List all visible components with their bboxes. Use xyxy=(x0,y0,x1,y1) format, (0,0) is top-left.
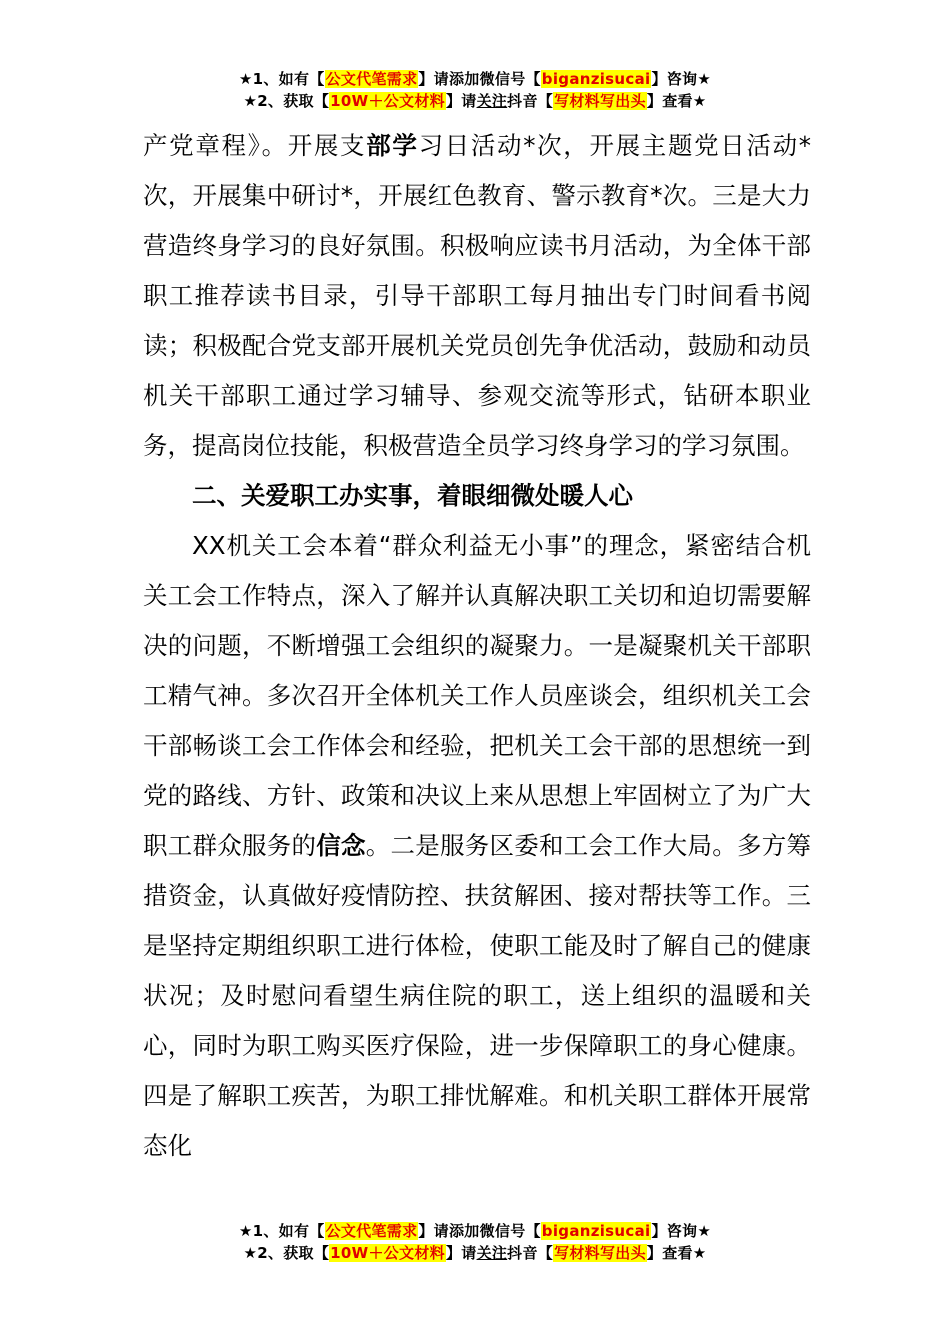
section-heading-2: 二、关爱职工办实事，着眼细微处暖人心 xyxy=(192,481,633,510)
star-icon: ★ xyxy=(692,92,707,110)
star-icon: ★ xyxy=(238,70,253,88)
promo-line-1: ★1、如有【公文代笔需求】请添加微信号【biganzisucai】咨询★ xyxy=(238,70,712,88)
document-body xyxy=(143,121,811,1171)
promo-line-2: ★2、获取【10W＋公文材料】请关注抖音【写材料写出头】查看★ xyxy=(243,92,707,110)
promo-line-2: ★2、获取【10W＋公文材料】请关注抖音【写材料写出头】查看★ xyxy=(243,1244,707,1262)
highlight-materials: 10W＋公文材料 xyxy=(330,92,445,110)
highlight-materials: 10W＋公文材料 xyxy=(330,1244,445,1262)
highlight-wechat-id: biganzisucai xyxy=(541,1222,651,1240)
star-icon: ★ xyxy=(697,70,712,88)
highlight-douyin: 写材料写出头 xyxy=(554,92,646,110)
star-icon: ★ xyxy=(697,1222,712,1240)
star-icon: ★ xyxy=(692,1244,707,1262)
footer-promo-banner xyxy=(0,1220,950,1264)
promo-line-1: ★1、如有【公文代笔需求】请添加微信号【biganzisucai】咨询★ xyxy=(238,1222,712,1240)
paragraph-1: 产党章程》。开展支部学习日活动*次，开展主题党日活动*次，开展集中研讨*，开展红色教育、警示教育*次。三是大力营造终身学习的良好氛围。积极响应读书月活动，为全体干部职工推荐读书目录，引导干部职工每月抽出专门时间看书阅读；积极配合党支部开展机关党员创先争优活动，鼓励和动员机关干部职工通过学习辅导、参观交流等形式，钻研本职业务，提高岗位技能，积极营造全员学习终身学习的学习氛围。 xyxy=(143,131,812,460)
highlight-wechat-id: biganzisucai xyxy=(541,70,651,88)
star-icon: ★ xyxy=(243,1244,258,1262)
highlight-service: 公文代笔需求 xyxy=(325,70,418,88)
highlight-douyin: 写材料写出头 xyxy=(554,1244,646,1262)
paragraph-2: XX机关工会本着“群众利益无小事”的理念，紧密结合机关工会工作特点，深入了解并认真解决职工关切和迫切需要解决的问题，不断增强工会组织的凝聚力。一是凝聚机关干部职工精气神。多次召开全体机关工作人员座谈会，组织机关工会干部畅谈工会工作体会和经验，把机关工会干部的思想统一到党的路线、方针、政策和决议上来从思想上牢固树立了为广大职工群众服务的信念。二是服务区委和工会工作大局。多方筹措资金，认真做好疫情防控、扶贫解困、接对帮扶等工作。三是坚持定期组织职工进行体检，使职工能及时了解自己的健康状况；及时慰问看望生病住院的职工，送上组织的温暖和关心，同时为职工购买医疗保险，进一步保障职工的身心健康。四是了解职工疾苦，为职工排忧解难。和机关职工群体开展常态化 xyxy=(143,531,811,1160)
highlight-service: 公文代笔需求 xyxy=(325,1222,418,1240)
star-icon: ★ xyxy=(238,1222,253,1240)
star-icon: ★ xyxy=(243,92,258,110)
header-promo-banner xyxy=(0,68,950,112)
